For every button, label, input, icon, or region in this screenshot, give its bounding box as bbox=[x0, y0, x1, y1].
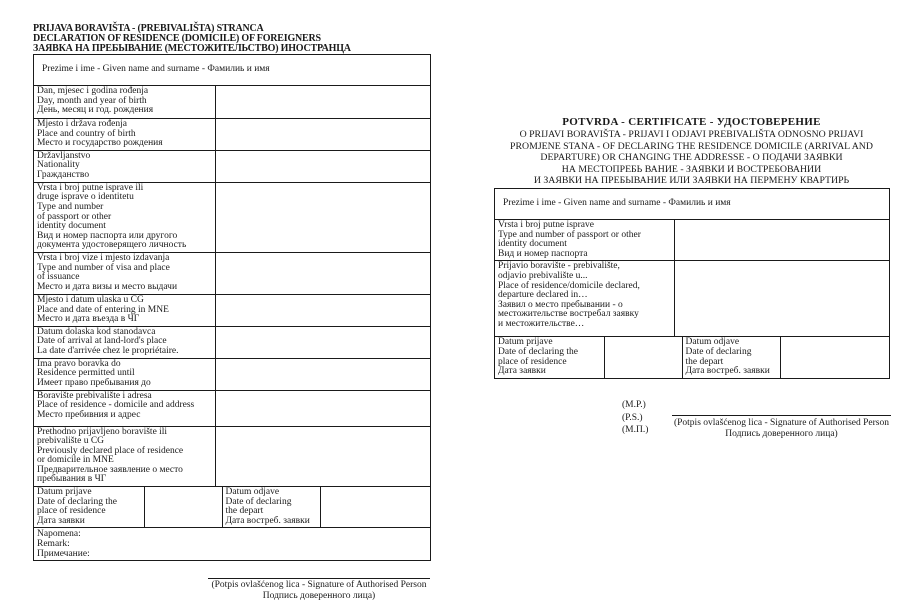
birthplace-field[interactable] bbox=[216, 119, 431, 151]
permit-field[interactable] bbox=[216, 358, 431, 390]
left-form-header bbox=[33, 24, 351, 54]
deregistration-date-label: Datum odjave Date of declaring the depart Дата востреб. заявки bbox=[225, 487, 310, 526]
cert-registration-date-label: Datum prijave Date of declaring the place of residence Дата заявки bbox=[495, 337, 604, 377]
dates-row bbox=[34, 487, 431, 528]
name-field[interactable]: Prezime i ime - Given name and surname - Фамилиь и имя bbox=[34, 55, 431, 86]
cert-deregistration-date-label: Datum odjave Date of declaring the depart Дата востреб. заявки bbox=[685, 337, 770, 377]
previous-residence-field[interactable] bbox=[216, 426, 431, 487]
certificate-subtitle: O PRIJAVI BORAVIŠTA - PRIJAVI I ODJAVI PREBIVALIŠTA ODNOSNO PRIJAVI PROMJENE STANA - OF DECLARING THE RESIDENCE DOMICILE (ARRIVAL AND DEPARTURE) OR CHANGING THE ADDRESSE - О ПОДАЧИ ЗАЯВКИ НА МЕСТОПРЕБЬ ВАНИЕ - ЗАЯВКИ И ВОСТРЕБОВАНИИ И ЗАЯВКИ НА ПРЕБЫВАНИЕ ИЛИ ЗАЯВКИ НА ПЕРМЕНУ КВАРТИРЬ bbox=[510, 129, 873, 186]
cert-deregistration-date-field[interactable] bbox=[780, 337, 889, 377]
visa-label: Vrsta i broj vize i mjesto izdavanja Type and number of visa and place of issuance Место и дата визы и место выдачи bbox=[34, 252, 216, 294]
residence-label: Boravište prebivalište i adresa Place of residence - domicile and address Место пребивния и адрес bbox=[34, 390, 216, 426]
residence-field[interactable] bbox=[216, 390, 431, 426]
entry-field[interactable] bbox=[216, 294, 431, 326]
visa-field[interactable] bbox=[216, 252, 431, 294]
arrival-field[interactable] bbox=[216, 326, 431, 358]
remark-field[interactable]: Napomena: Remark: Примечание: bbox=[34, 528, 431, 561]
cert-residence-label: Prijavio boravište - prebivalište, odjavio prebivalište u... Place of residence/domicile declared, departure declared in… Заявил о место пребывании - о местожительстве востребал заявку и местожительстве… bbox=[495, 261, 675, 337]
cert-residence-field[interactable] bbox=[675, 261, 890, 337]
arrival-label: Datum dolaska kod stanodavca Date of arrival at land-lord's place La date d'arrivée chez le propriétaire. bbox=[34, 326, 216, 358]
header-line-3: ЗАЯВКА НА ПРЕБЫВАНИЕ (МЕСТОЖИТЕЛЬСТВО) ИНОСТРАНЦА bbox=[33, 43, 351, 54]
left-signature-line bbox=[208, 578, 430, 579]
cert-name-field[interactable]: Prezime i ime - Given name and surname - Фамилиь и имя bbox=[495, 189, 890, 220]
left-signature-caption: (Potpis ovlašćenog lica - Signature of Authorised Person Подпись доверенного лица) bbox=[211, 580, 427, 601]
passport-label: Vrsta i broj putne isprave ili druge isprave o identitetu Type and number of passport or other identity document Вид и номер паспорта или другого документа удостоверящего личность bbox=[34, 182, 216, 252]
dob-field[interactable] bbox=[216, 86, 431, 119]
passport-field[interactable] bbox=[216, 182, 431, 252]
permit-label: Ima pravo boravka do Residence permitted until Имеет право пребывания до bbox=[34, 358, 216, 390]
registration-date-label: Datum prijave Date of declaring the place of residence Дата заявки bbox=[34, 487, 144, 527]
certificate-title: POTVRDA - CERTIFICATE - УДОСТОВЕРЕНИЕ bbox=[562, 116, 821, 128]
cert-registration-date-field[interactable] bbox=[604, 337, 682, 377]
deregistration-date-field[interactable] bbox=[320, 487, 430, 527]
header-line-1: PRIJAVA BORAVIŠTA - (PREBIVALIŠTA) STRANCA bbox=[33, 23, 264, 34]
certificate-form bbox=[494, 188, 890, 379]
registration-date-field[interactable] bbox=[144, 487, 222, 527]
birthplace-label: Mjesto i država rođenja Place and country of birth Место и государство рождения bbox=[34, 119, 216, 151]
stamp-placeholder: (M.P.) (P.S.) (М.П.) bbox=[622, 400, 649, 435]
header-line-2: DECLARATION OF RESIDENCE (DOMICILE) OF FOREIGNERS bbox=[33, 33, 321, 44]
cert-dates-row bbox=[495, 337, 890, 378]
cert-passport-label: Vrsta i broj putne isprave Type and number of passport or other identity document Вид и номер паспорта bbox=[495, 220, 675, 261]
dob-label: Dan, mjesec i godina rođenja Day, month and year of birth День, месяц и год. рождения bbox=[34, 86, 216, 119]
entry-label: Mjesto i datum ulaska u CG Place and date of entering in MNE Место и дата въезда в ЧГ bbox=[34, 294, 216, 326]
residence-declaration-form bbox=[33, 54, 431, 561]
citizenship-field[interactable] bbox=[216, 150, 431, 182]
right-signature-caption: (Potpis ovlašćenog lica - Signature of Authorised Person Подпись доверенного лица) bbox=[673, 418, 890, 439]
cert-passport-field[interactable] bbox=[675, 220, 890, 261]
right-signature-line bbox=[672, 415, 891, 416]
citizenship-label: Državljanstvo Nationality Гражданство bbox=[34, 150, 216, 182]
previous-residence-label: Prethodno prijavljeno boravište ili prebivalište u CG Previously declared place of residence or domicile in MNE Предварительное заявление о место пребывания в ЧГ bbox=[34, 426, 216, 487]
